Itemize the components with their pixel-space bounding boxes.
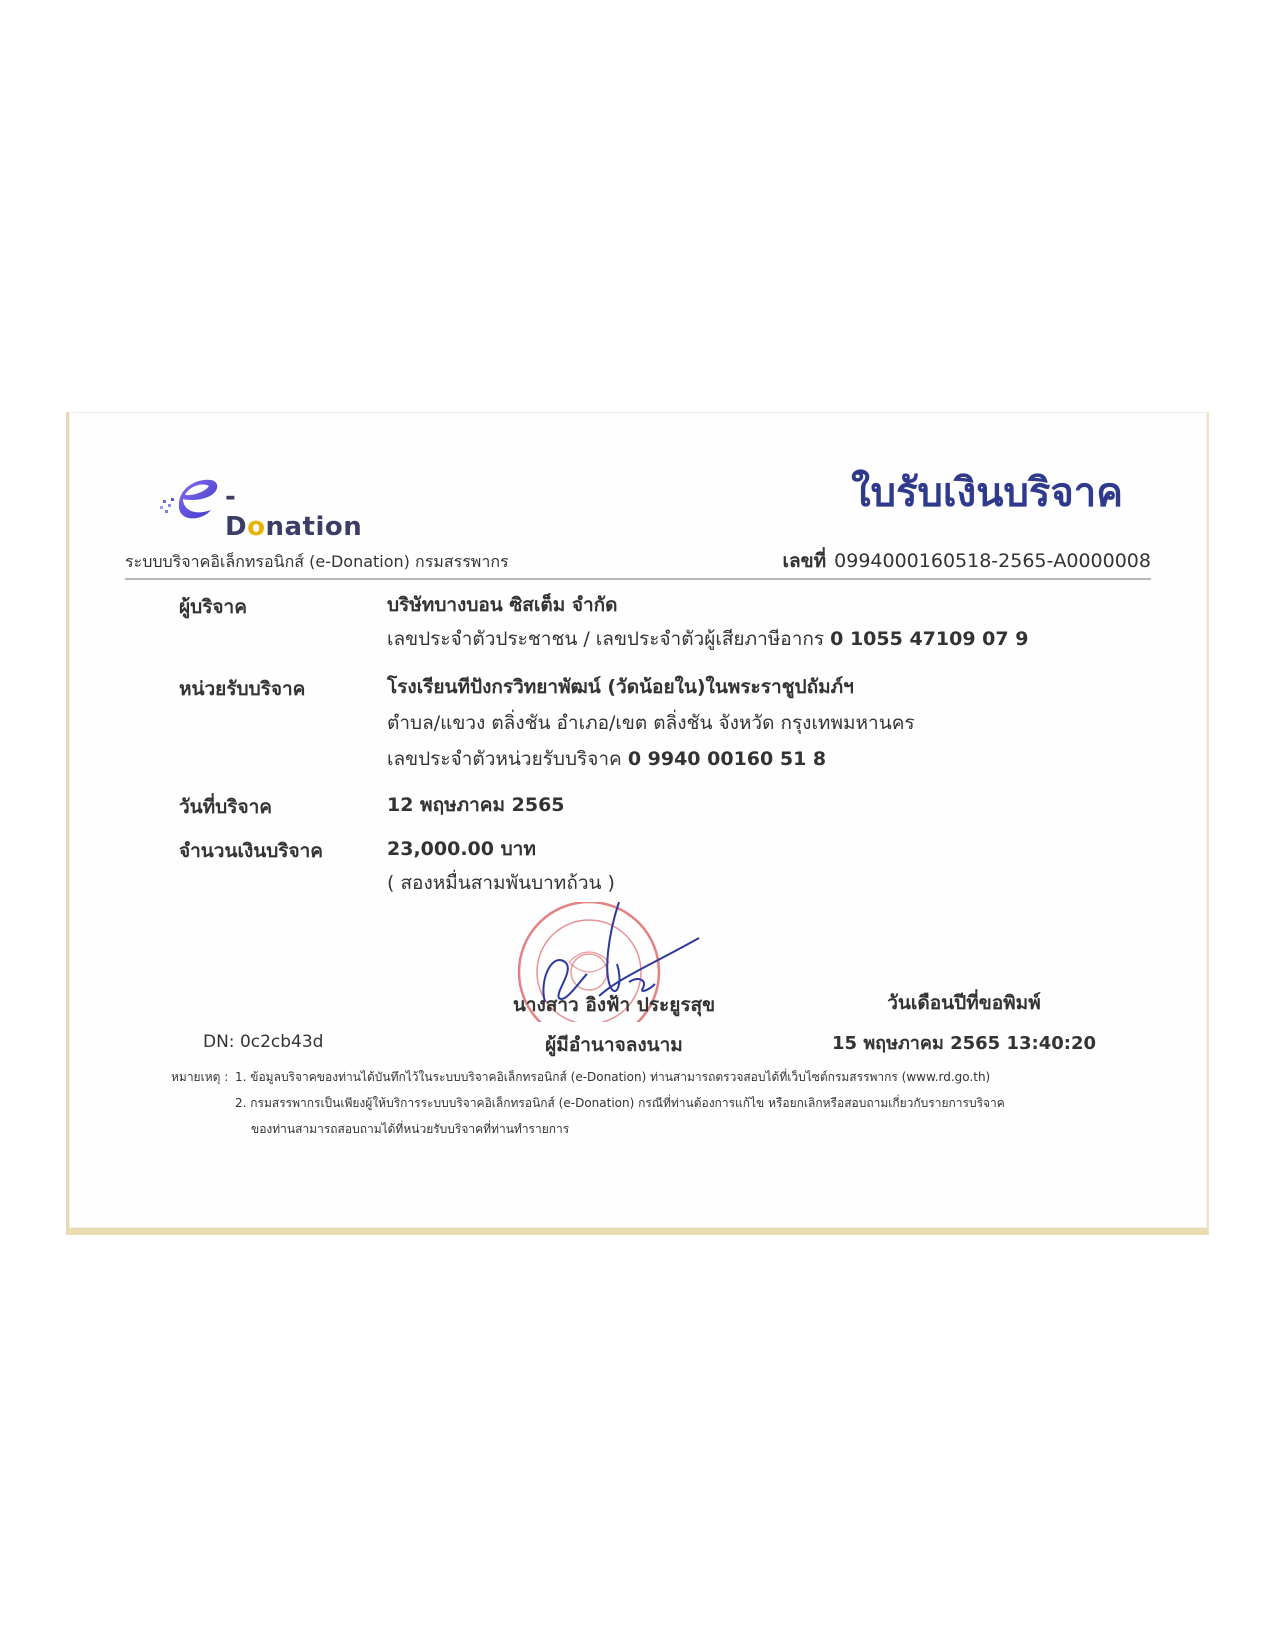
signer-name: นางสาว อิงฟ้า ประยูรสุข	[512, 994, 716, 1016]
signature-icon	[543, 902, 699, 1002]
note-line-3: ของท่านสามารถสอบถามได้ที่หน่วยรับบริจาคที่ท่านทำรายการ	[251, 1122, 570, 1136]
note-line-1: 1. ข้อมูลบริจาคของท่านได้บันทึกไว้ในระบบบริจาคอิเล็กทรอนิกส์ (e-Donation) ท่านสามารถตรวจสอบได้ที่เว็บไซต์กรมสรรพากร (www.rd.go.th)	[235, 1070, 991, 1084]
amount-label: จำนวนเงินบริจาค	[179, 840, 323, 862]
recipient-id: เลขประจำตัวหน่วยรับบริจาค 0 9940 00160 51 8	[387, 748, 827, 770]
date-label: วันที่บริจาค	[179, 796, 272, 818]
donation-date: 12 พฤษภาคม 2565	[387, 794, 565, 816]
document-number: เลขที่ 0994000160518-2565-A0000008	[782, 550, 1151, 572]
system-name: ระบบบริจาคอิเล็กทรอนิกส์ (e-Donation) กรมสรรพากร	[125, 552, 509, 571]
donation-amount: 23,000.00 บาท	[387, 838, 536, 860]
dn-code: DN: 0c2cb43d	[203, 1032, 324, 1052]
recipient-label: หน่วยรับบริจาค	[179, 678, 306, 700]
donor-id: เลขประจำตัวประชาชน / เลขประจำตัวผู้เสียภาษีอากร 0 1055 47109 07 9	[387, 628, 1029, 650]
donor-name: บริษัทบางบอน ซิสเต็ม จำกัด	[387, 594, 618, 616]
receipt-title: ใบรับเงินบริจาค	[851, 470, 1123, 516]
print-date-value: 15 พฤษภาคม 2565 13:40:20	[832, 1033, 1096, 1054]
e-letter-logo-icon	[157, 470, 227, 526]
logo-text: -Donation	[225, 482, 363, 542]
donor-label: ผู้บริจาค	[179, 596, 247, 618]
header-divider	[125, 578, 1151, 580]
amount-in-words: ( สองหมื่นสามพันบาทถ้วน )	[387, 872, 615, 894]
recipient-address: ตำบล/แขวง ตลิ่งชัน อำเภอ/เขต ตลิ่งชัน จังหวัด กรุงเทพมหานคร	[387, 712, 915, 734]
signer-role: ผู้มีอำนาจลงนาม	[545, 1034, 683, 1056]
donation-receipt	[66, 412, 1209, 1235]
recipient-name: โรงเรียนทีปังกรวิทยาพัฒน์ (วัดน้อยใน)ในพระราชูปถัมภ์ฯ	[387, 676, 854, 698]
note-line-2: 2. กรมสรรพากรเป็นเพียงผู้ให้บริการระบบบริจาคอิเล็กทรอนิกส์ (e-Donation) กรณีที่ท่านต้องการแก้ไข หรือยกเลิกหรือสอบถามเกี่ยวกับรายการบริจาค	[235, 1096, 1005, 1110]
notes-prefix: หมายเหตุ :	[171, 1070, 229, 1084]
print-date-label: วันเดือนปีที่ขอพิมพ์	[887, 992, 1041, 1014]
e-donation-logo	[157, 470, 363, 542]
